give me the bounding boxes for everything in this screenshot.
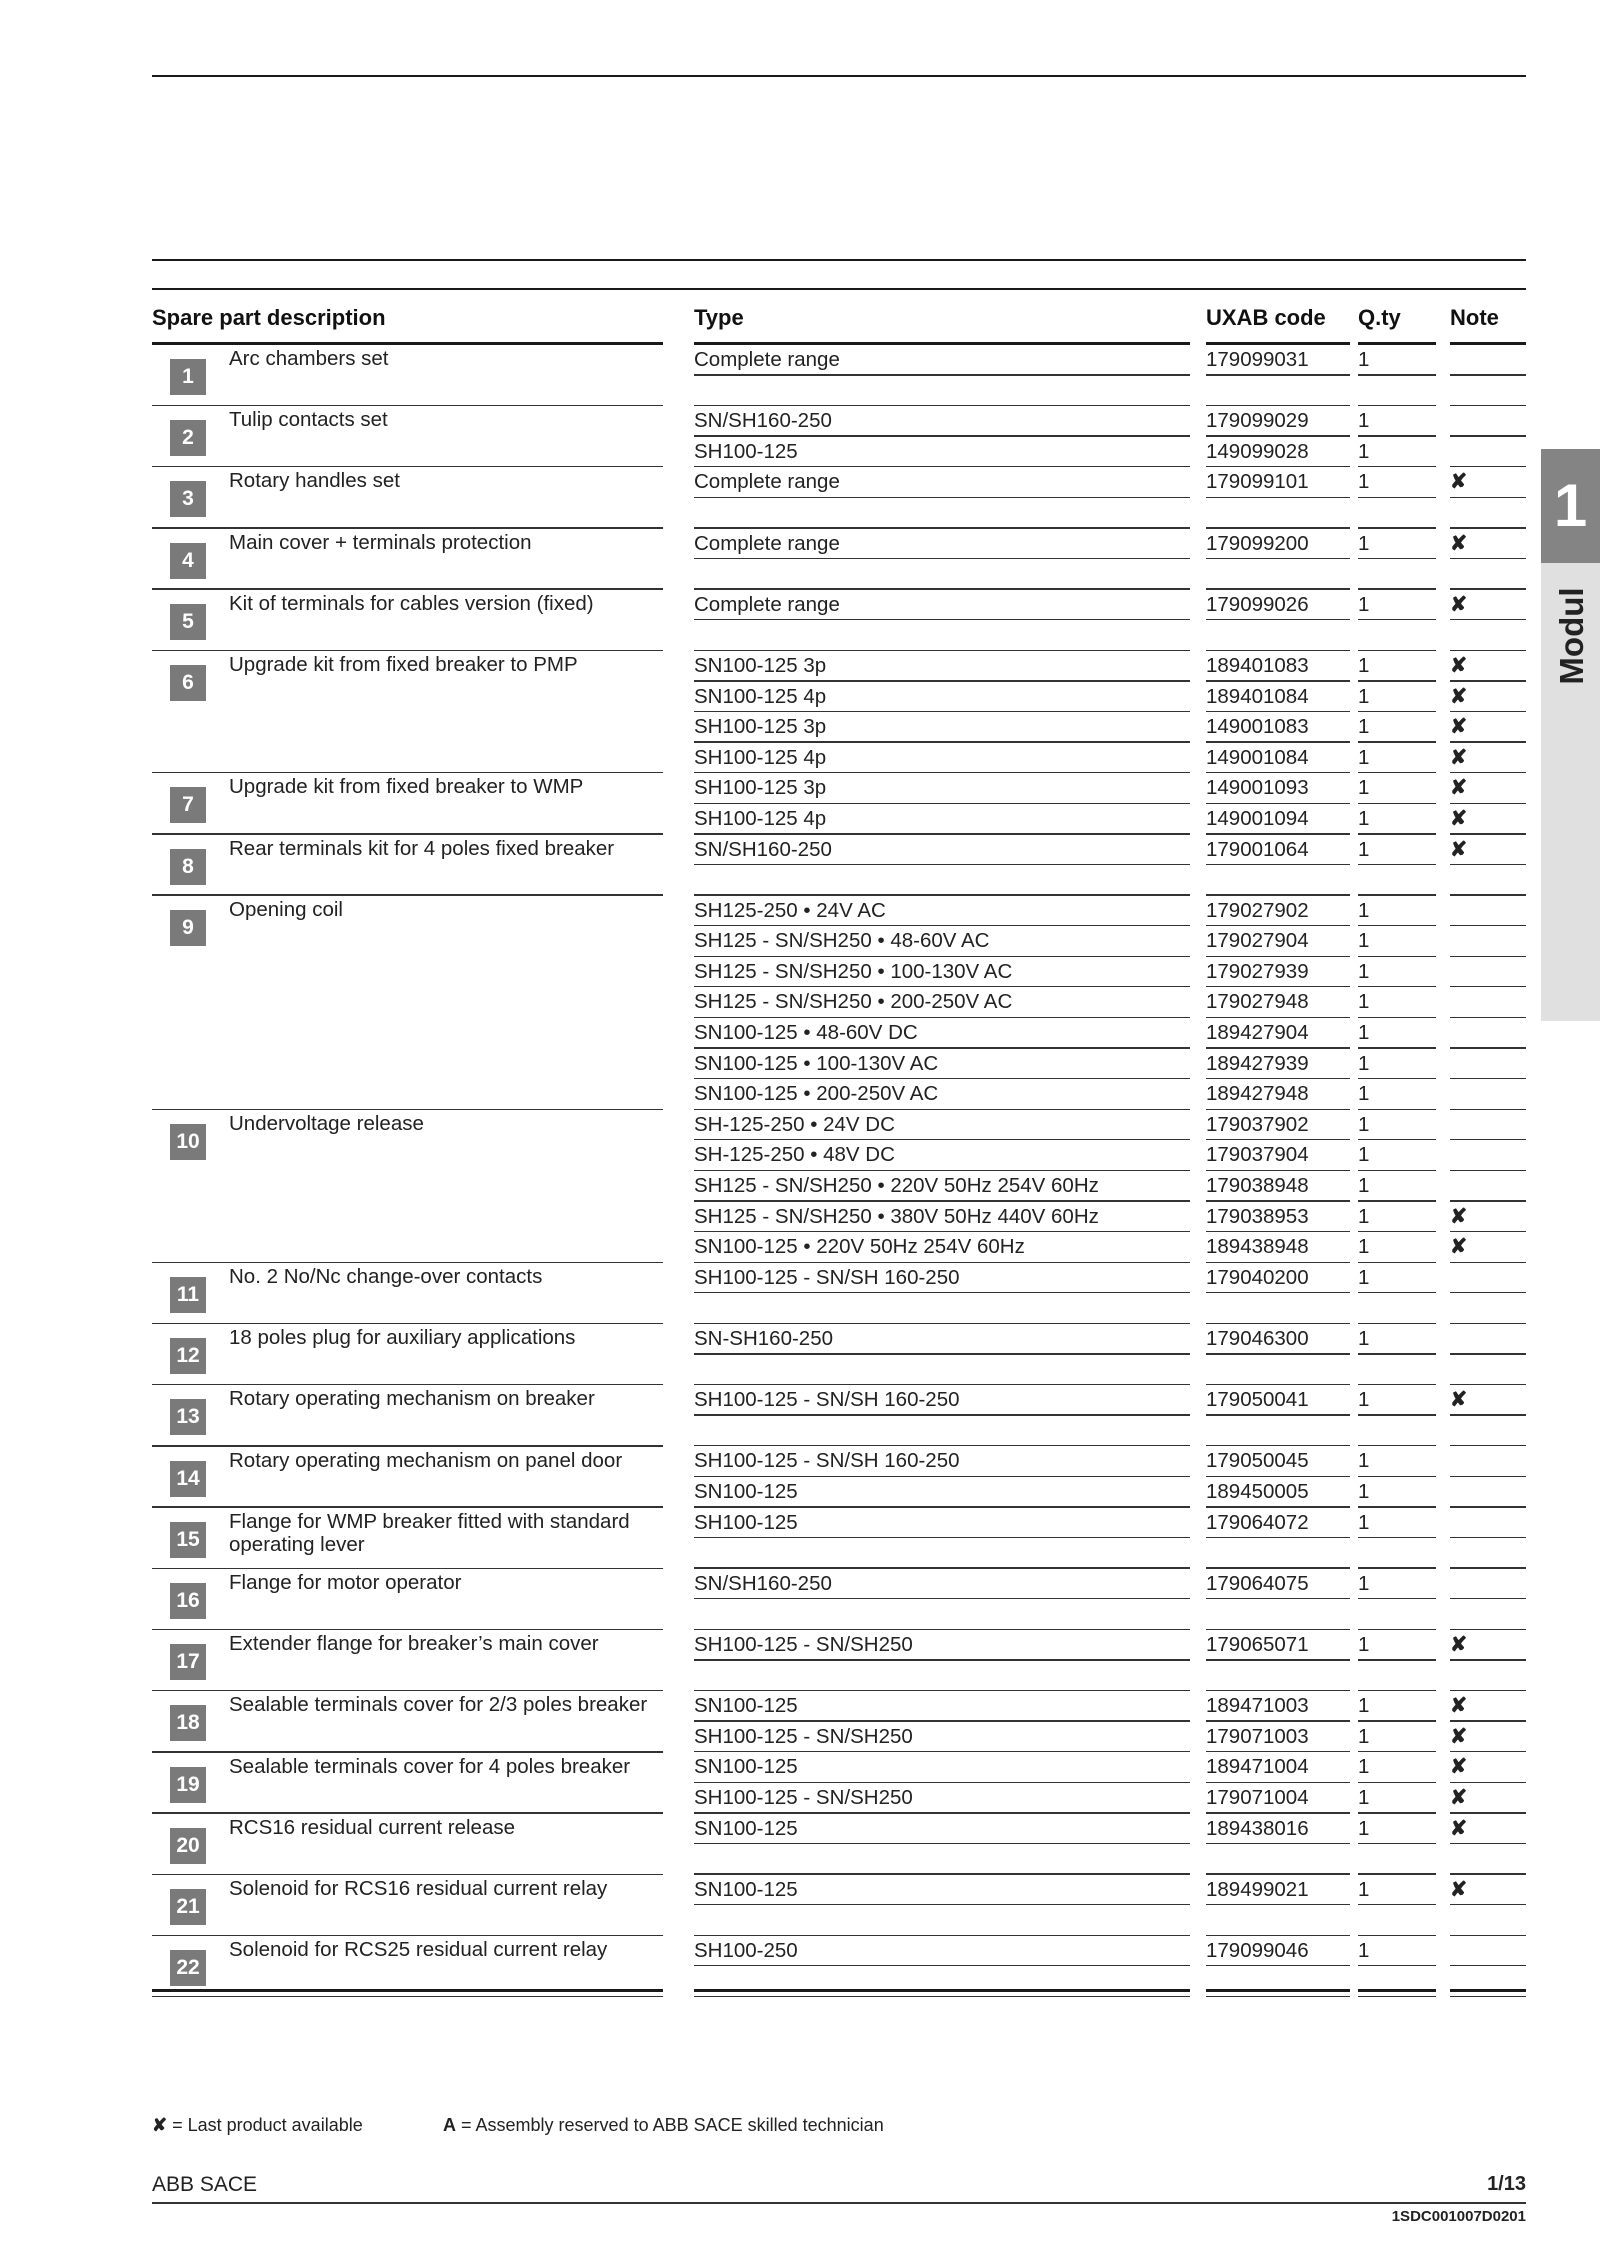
part-number-badge: 1 xyxy=(170,359,206,395)
code-cell: 179038953 xyxy=(1206,1204,1309,1228)
qty-cell: 1 xyxy=(1358,1479,1370,1503)
type-cell: SN100-125 xyxy=(694,1694,798,1718)
cross-mark-icon: ✘ xyxy=(1450,531,1468,555)
part-group xyxy=(152,1263,663,1324)
qty-cell: 1 xyxy=(1358,1143,1370,1167)
type-cell: SH100-125 4p xyxy=(694,806,827,830)
part-number-badge: 15 xyxy=(170,1522,206,1558)
part-description: Rotary operating mechanism on breaker xyxy=(229,1387,595,1411)
code-cell: 189499021 xyxy=(1206,1877,1309,1901)
type-cell: Complete range xyxy=(694,470,840,494)
part-number-badge: 3 xyxy=(170,481,206,517)
qty-cell: 1 xyxy=(1358,1785,1370,1809)
qty-cell: 1 xyxy=(1358,837,1370,861)
part-number-badge: 19 xyxy=(170,1767,206,1803)
type-cell: SN100-125 • 48-60V DC xyxy=(694,1021,918,1045)
part-number-badge: 18 xyxy=(170,1705,206,1741)
cross-mark-icon: ✘ xyxy=(1450,684,1468,708)
part-group xyxy=(152,467,663,528)
type-cell: SN100-125 • 200-250V AC xyxy=(694,1082,939,1106)
part-description: 18 poles plug for auxiliary applications xyxy=(229,1326,576,1350)
qty-cell: 1 xyxy=(1358,1327,1370,1350)
part-number-badge: 4 xyxy=(170,543,206,579)
bottom-rule-type xyxy=(694,1989,1190,1992)
row-rule xyxy=(1206,1996,1350,1997)
part-number-badge: 11 xyxy=(170,1277,206,1313)
type-cell: SH100-125 - SN/SH 160-250 xyxy=(694,1265,960,1289)
cross-mark-icon: ✘ xyxy=(1450,1877,1468,1901)
part-number-badge: 5 xyxy=(170,604,206,640)
code-cell: 149099028 xyxy=(1206,439,1309,463)
part-description: Upgrade kit from fixed breaker to WMP xyxy=(229,775,584,799)
part-description: Arc chambers set xyxy=(229,347,389,370)
part-number-badge: 20 xyxy=(170,1828,206,1864)
part-group xyxy=(152,1875,663,1936)
type-cell: SN100-125 xyxy=(694,1816,798,1840)
qty-cell: 1 xyxy=(1358,1938,1370,1962)
qty-cell: 1 xyxy=(1358,1510,1370,1534)
type-cell: SN100-125 3p xyxy=(694,653,827,677)
qty-cell: 1 xyxy=(1358,929,1370,953)
qty-cell: 1 xyxy=(1358,348,1370,371)
part-description: Sealable terminals cover for 2/3 poles breaker xyxy=(229,1693,648,1717)
qty-cell: 1 xyxy=(1358,715,1370,739)
code-cell: 189450005 xyxy=(1206,1479,1309,1503)
row-rule xyxy=(1450,1996,1526,1997)
part-group xyxy=(152,1814,663,1875)
cross-mark-icon: ✘ xyxy=(1450,1694,1468,1718)
qty-cell: 1 xyxy=(1358,1388,1370,1412)
header-qty: Q.ty xyxy=(1358,305,1401,330)
part-description: Opening coil xyxy=(229,897,343,921)
part-number-badge: 17 xyxy=(170,1644,206,1680)
top-rule xyxy=(152,75,1526,77)
part-group xyxy=(152,529,663,590)
part-description: Solenoid for RCS16 residual current relay xyxy=(229,1877,608,1900)
qty-cell: 1 xyxy=(1358,1204,1370,1228)
qty-cell: 1 xyxy=(1358,806,1370,830)
cross-mark-icon: ✘ xyxy=(1450,1235,1468,1259)
type-cell: SN/SH160-250 xyxy=(694,409,832,433)
code-cell: 189471004 xyxy=(1206,1755,1309,1779)
code-cell: 179037904 xyxy=(1206,1143,1309,1167)
part-description: Sealable terminals cover for 4 poles breaker xyxy=(229,1754,631,1778)
part-number-badge: 7 xyxy=(170,787,206,823)
code-cell: 179038948 xyxy=(1206,1174,1309,1198)
part-number-badge: 8 xyxy=(170,849,206,885)
part-description: Tulip contacts set xyxy=(229,408,388,432)
bottom-rule-qty xyxy=(1358,1989,1436,1992)
header-description: Spare part description xyxy=(152,305,386,330)
part-group xyxy=(152,1447,663,1508)
code-cell: 179046300 xyxy=(1206,1327,1309,1350)
cross-mark-icon: ✘ xyxy=(1450,1785,1468,1809)
code-cell: 179027904 xyxy=(1206,929,1309,953)
cross-mark-icon: ✘ xyxy=(1450,1724,1468,1748)
header-type: Type xyxy=(694,305,744,330)
code-cell: 189401084 xyxy=(1206,684,1309,708)
code-cell: 179037902 xyxy=(1206,1112,1309,1136)
qty-cell: 1 xyxy=(1358,1235,1370,1259)
part-description: Upgrade kit from fixed breaker to PMP xyxy=(229,653,578,676)
qty-cell: 1 xyxy=(1358,684,1370,708)
code-cell: 189427948 xyxy=(1206,1082,1309,1106)
part-group xyxy=(152,896,663,1110)
qty-cell: 1 xyxy=(1358,592,1370,616)
code-cell: 179099200 xyxy=(1206,531,1309,555)
code-cell: 179027939 xyxy=(1206,959,1309,983)
type-cell: SN-SH160-250 xyxy=(694,1327,834,1350)
code-cell: 149001094 xyxy=(1206,806,1309,830)
code-cell: 179071003 xyxy=(1206,1724,1309,1748)
part-number-badge: 2 xyxy=(170,420,206,456)
qty-cell: 1 xyxy=(1358,1816,1370,1840)
code-cell: 179064075 xyxy=(1206,1571,1309,1595)
qty-cell: 1 xyxy=(1358,409,1370,433)
qty-cell: 1 xyxy=(1358,959,1370,983)
part-description: Extender flange for breaker’s main cover xyxy=(229,1632,599,1656)
code-cell: 189427939 xyxy=(1206,1051,1309,1075)
type-cell: SN100-125 • 100-130V AC xyxy=(694,1051,939,1075)
part-number-badge: 22 xyxy=(170,1950,206,1986)
legend-last-product xyxy=(152,2115,363,2136)
type-cell: SH100-125 4p xyxy=(694,745,827,769)
part-group xyxy=(152,1569,663,1630)
type-cell: SH125 - SN/SH250 • 48-60V AC xyxy=(694,929,990,953)
part-description: Rotary handles set xyxy=(229,469,400,493)
part-group xyxy=(152,1630,663,1691)
qty-cell: 1 xyxy=(1358,1082,1370,1106)
type-cell: SH100-125 xyxy=(694,439,798,463)
cross-mark-icon: ✘ xyxy=(1450,837,1468,861)
section-rule xyxy=(152,259,1526,261)
part-description: Rotary operating mechanism on panel door xyxy=(229,1448,623,1472)
cross-mark-icon: ✘ xyxy=(1450,470,1468,494)
code-cell: 149001083 xyxy=(1206,715,1309,739)
qty-cell: 1 xyxy=(1358,1877,1370,1901)
part-description: RCS16 residual current release xyxy=(229,1815,515,1839)
part-group xyxy=(152,1110,663,1263)
type-cell: SH100-250 xyxy=(694,1938,798,1962)
qty-cell: 1 xyxy=(1358,439,1370,463)
type-cell: SH100-125 - SN/SH250 xyxy=(694,1724,913,1748)
type-cell: SN100-125 • 220V 50Hz 254V 60Hz xyxy=(694,1235,1025,1259)
code-cell: 179064072 xyxy=(1206,1510,1309,1534)
code-cell: 179099046 xyxy=(1206,1938,1309,1962)
cross-mark-icon: ✘ xyxy=(152,2115,168,2135)
qty-cell: 1 xyxy=(1358,1449,1370,1473)
document-id: 1SDC001007D0201 xyxy=(1391,2208,1526,2225)
qty-cell: 1 xyxy=(1358,745,1370,769)
part-group xyxy=(152,1508,663,1569)
part-description: Flange for motor operator xyxy=(229,1571,462,1594)
qty-cell: 1 xyxy=(1358,1755,1370,1779)
type-cell: SH125 - SN/SH250 • 220V 50Hz 254V 60Hz xyxy=(694,1174,1099,1198)
side-tab-number: 1 xyxy=(1541,449,1600,563)
type-cell: Complete range xyxy=(694,592,840,616)
qty-cell: 1 xyxy=(1358,1051,1370,1075)
table-top-rule xyxy=(152,288,1526,290)
part-number-badge: 9 xyxy=(170,910,206,946)
cross-mark-icon: ✘ xyxy=(1450,745,1468,769)
cross-mark-icon: ✘ xyxy=(1450,806,1468,830)
code-cell: 179099031 xyxy=(1206,348,1309,371)
cross-mark-icon: ✘ xyxy=(1450,1204,1468,1228)
part-number-badge: 21 xyxy=(170,1889,206,1925)
qty-cell: 1 xyxy=(1358,776,1370,800)
code-cell: 189438948 xyxy=(1206,1235,1309,1259)
code-cell: 179050045 xyxy=(1206,1449,1309,1473)
part-description: Undervoltage release xyxy=(229,1112,424,1135)
legend-text-2: = Assembly reserved to ABB SACE skilled technician xyxy=(456,2115,884,2135)
header-code: UXAB code xyxy=(1206,305,1326,330)
code-cell: 179027902 xyxy=(1206,898,1309,922)
type-cell: Complete range xyxy=(694,348,840,371)
qty-cell: 1 xyxy=(1358,1724,1370,1748)
cross-mark-icon: ✘ xyxy=(1450,592,1468,616)
code-cell: 179099026 xyxy=(1206,592,1309,616)
part-group xyxy=(152,773,663,834)
code-cell: 149001084 xyxy=(1206,745,1309,769)
code-cell: 179040200 xyxy=(1206,1265,1309,1289)
type-cell: SN/SH160-250 xyxy=(694,837,832,861)
code-cell: 189401083 xyxy=(1206,653,1309,677)
part-group xyxy=(152,345,663,406)
part-number-badge: 14 xyxy=(170,1461,206,1497)
side-tab-label: Modul xyxy=(1553,587,1590,685)
type-cell: SH125-250 • 24V AC xyxy=(694,898,886,922)
part-description: Flange for WMP breaker fitted with standard operating lever xyxy=(229,1509,630,1556)
assembly-mark: A xyxy=(443,2115,456,2135)
code-cell: 179099029 xyxy=(1206,409,1309,433)
code-cell: 179071004 xyxy=(1206,1785,1309,1809)
part-number-badge: 10 xyxy=(170,1124,206,1160)
part-group xyxy=(152,1324,663,1385)
type-cell: SH100-125 - SN/SH 160-250 xyxy=(694,1449,960,1473)
qty-cell: 1 xyxy=(1358,1571,1370,1595)
type-cell: SH-125-250 • 24V DC xyxy=(694,1112,895,1136)
type-cell: SN100-125 xyxy=(694,1755,798,1779)
qty-cell: 1 xyxy=(1358,1112,1370,1136)
code-cell: 189471003 xyxy=(1206,1694,1309,1718)
part-group xyxy=(152,835,663,896)
qty-cell: 1 xyxy=(1358,1265,1370,1289)
part-number-badge: 16 xyxy=(170,1583,206,1619)
code-cell: 189427904 xyxy=(1206,1021,1309,1045)
legend-text-1: = Last product available xyxy=(167,2115,363,2135)
row-rule xyxy=(1358,1996,1436,1997)
type-cell: SH125 - SN/SH250 • 380V 50Hz 440V 60Hz xyxy=(694,1204,1099,1228)
part-group xyxy=(152,1385,663,1446)
part-group xyxy=(152,1691,663,1752)
type-cell: SH125 - SN/SH250 • 100-130V AC xyxy=(694,959,1013,983)
code-cell: 179001064 xyxy=(1206,837,1309,861)
bottom-rule-description xyxy=(152,1989,663,1992)
qty-cell: 1 xyxy=(1358,990,1370,1014)
group-rule xyxy=(152,1996,663,1997)
part-group xyxy=(152,1753,663,1814)
code-cell: 189438016 xyxy=(1206,1816,1309,1840)
part-description: Main cover + terminals protection xyxy=(229,530,532,554)
part-number-badge: 6 xyxy=(170,665,206,701)
header-note: Note xyxy=(1450,305,1499,330)
type-cell: SN100-125 4p xyxy=(694,684,827,708)
type-cell: SH100-125 - SN/SH250 xyxy=(694,1632,913,1656)
qty-cell: 1 xyxy=(1358,1021,1370,1045)
part-description: No. 2 No/Nc change-over contacts xyxy=(229,1265,543,1288)
qty-cell: 1 xyxy=(1358,653,1370,677)
legend-assembly xyxy=(443,2115,884,2136)
type-cell: SN100-125 xyxy=(694,1479,798,1503)
cross-mark-icon: ✘ xyxy=(1450,715,1468,739)
type-cell: SH-125-250 • 48V DC xyxy=(694,1143,895,1167)
code-cell: 149001093 xyxy=(1206,776,1309,800)
cross-mark-icon: ✘ xyxy=(1450,1388,1468,1412)
bottom-rule-code xyxy=(1206,1989,1350,1992)
type-cell: SH100-125 3p xyxy=(694,776,827,800)
type-cell: SH125 - SN/SH250 • 200-250V AC xyxy=(694,990,1013,1014)
code-cell: 179050041 xyxy=(1206,1388,1309,1412)
type-cell: SH100-125 - SN/SH250 xyxy=(694,1785,913,1809)
part-description: Solenoid for RCS25 residual current relay xyxy=(229,1938,608,1962)
type-cell: SN100-125 xyxy=(694,1877,798,1901)
qty-cell: 1 xyxy=(1358,898,1370,922)
qty-cell: 1 xyxy=(1358,531,1370,555)
part-group xyxy=(152,406,663,467)
cross-mark-icon: ✘ xyxy=(1450,653,1468,677)
spare-parts-table xyxy=(0,345,1600,1997)
part-description: Rear terminals kit for 4 poles fixed breaker xyxy=(229,836,615,860)
bottom-rule-note xyxy=(1450,1989,1526,1992)
qty-cell: 1 xyxy=(1358,470,1370,494)
type-cell: SH100-125 - SN/SH 160-250 xyxy=(694,1388,960,1412)
qty-cell: 1 xyxy=(1358,1694,1370,1718)
part-group xyxy=(152,651,663,773)
type-cell: SH100-125 3p xyxy=(694,715,827,739)
qty-cell: 1 xyxy=(1358,1174,1370,1198)
part-description: Kit of terminals for cables version (fixed) xyxy=(229,591,594,615)
footer-rule xyxy=(152,2202,1526,2204)
code-cell: 179027948 xyxy=(1206,990,1309,1014)
footer-brand: ABB SACE xyxy=(152,2173,258,2196)
part-number-badge: 12 xyxy=(170,1338,206,1374)
cross-mark-icon: ✘ xyxy=(1450,776,1468,800)
code-cell: 179065071 xyxy=(1206,1632,1309,1656)
page-number: 1/13 xyxy=(1487,2173,1526,2195)
part-group xyxy=(152,590,663,651)
type-cell: Complete range xyxy=(694,531,840,555)
qty-cell: 1 xyxy=(1358,1632,1370,1656)
cross-mark-icon: ✘ xyxy=(1450,1816,1468,1840)
type-cell: SN/SH160-250 xyxy=(694,1571,832,1595)
cross-mark-icon: ✘ xyxy=(1450,1755,1468,1779)
type-cell: SH100-125 xyxy=(694,1510,798,1534)
code-cell: 179099101 xyxy=(1206,470,1309,494)
row-rule xyxy=(694,1996,1190,1997)
cross-mark-icon: ✘ xyxy=(1450,1632,1468,1656)
part-number-badge: 13 xyxy=(170,1399,206,1435)
